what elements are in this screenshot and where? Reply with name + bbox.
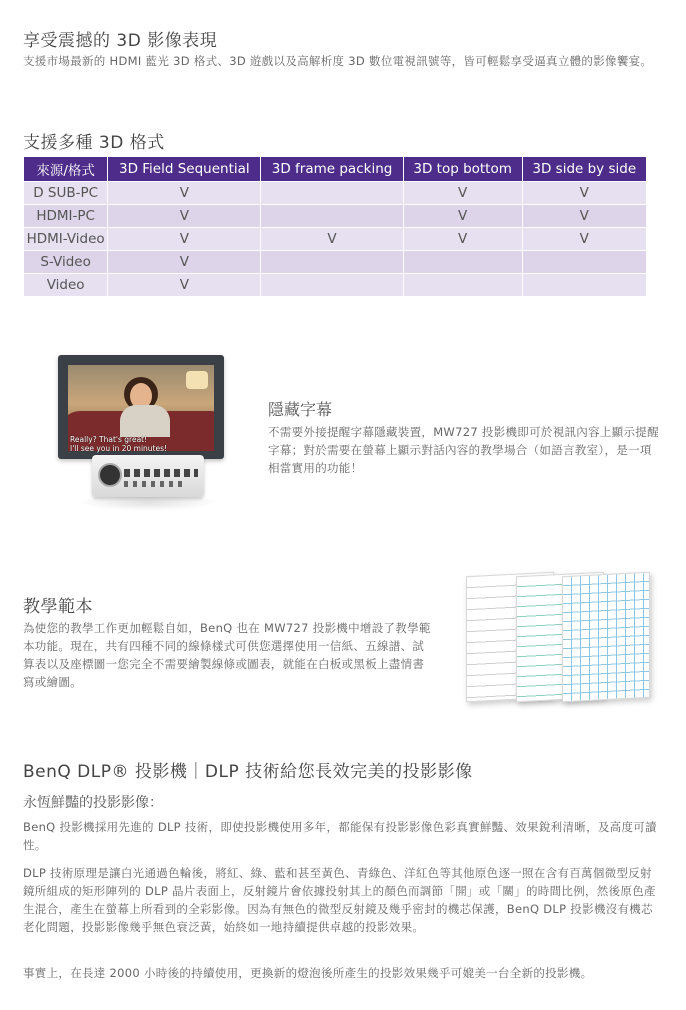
table-cell: V bbox=[523, 182, 646, 204]
table-cell: V bbox=[108, 205, 260, 227]
table-row bbox=[24, 274, 646, 296]
table-cell: V bbox=[404, 205, 522, 227]
dlp-paragraph-1: BenQ 投影機採用先進的 DLP 技術，即使投影機使用多年，都能保有投影影像色彩真實鮮豔、效果銳利清晰，及高度可讀性。 bbox=[23, 820, 657, 852]
formats-title: 支援多種 3D 格式 bbox=[23, 133, 165, 153]
table-cell bbox=[523, 251, 646, 273]
dlp-subtitle: 永恆鮮豔的投影影像： bbox=[23, 795, 163, 811]
subtitle-line: I'll see you in 20 minutes! bbox=[70, 444, 168, 453]
teaching-title: 教學範本 bbox=[23, 597, 93, 617]
table-cell bbox=[261, 251, 402, 273]
table-cell bbox=[261, 205, 402, 227]
table-cell bbox=[261, 274, 402, 296]
table-cell: HDMI-PC bbox=[24, 205, 107, 227]
dlp-paragraph-2: DLP 技術原理是讓白光通過色輪後，將紅、綠、藍和甚至黃色、青綠色、洋紅色等其他原色逐一照在含有百萬個微型反射鏡所組成的矩形陣列的 DLP 晶片表面上，反射鏡片會依據投射其上的顏色而調節「開」或「關」的時間比例，然後原色產生混合，產生在螢幕上所看到的全彩影像。因為有無色的微型反射鏡及幾乎密封的機芯保護，BenQ DLP 投影機沒有機芯老化問題，投影影像幾乎無色衰泛黃，始終如一地持續提供卓越的投影效果。 bbox=[23, 866, 656, 934]
subtitle-overlay bbox=[70, 435, 167, 453]
lens-icon bbox=[98, 463, 122, 487]
header-field-sequential: 3D Field Sequential bbox=[108, 157, 260, 181]
header-source: 來源/格式 bbox=[24, 157, 107, 181]
projection-screen bbox=[58, 355, 224, 459]
dlp-title: BenQ DLP® 投影機｜DLP 技術給您長效完美的投影影像 bbox=[23, 762, 473, 782]
table-row bbox=[24, 205, 646, 227]
projector-illustration bbox=[58, 355, 224, 515]
table-cell bbox=[261, 182, 402, 204]
table-row bbox=[24, 228, 646, 250]
table-cell: V bbox=[523, 205, 646, 227]
teaching-body: 為使您的教學工作更加輕鬆自如，BenQ 也在 MW727 投影機中增設了教學範本功能。現在，共有四種不同的線條樣式可供您選擇使用一信紙、五線譜、試算表以及座標圖一您完全不需要繪製線條或圖表，就能在白板或黑板上盡情書寫或繪圖。 bbox=[23, 621, 431, 689]
captions-body: 不需要外接提醒字幕隱藏裝置，MW727 投影機即可於視訊內容上顯示提醒字幕；對於需要在螢幕上顯示對話內容的教學場合（如語言教室），是一項相當實用的功能！ bbox=[268, 425, 659, 475]
header-frame-packing: 3D frame packing bbox=[261, 157, 402, 181]
table-cell: V bbox=[404, 182, 522, 204]
table-cell: V bbox=[404, 228, 522, 250]
projector-device bbox=[92, 455, 204, 497]
table-cell: V bbox=[523, 228, 646, 250]
table-row bbox=[24, 182, 646, 204]
table-cell: V bbox=[108, 182, 260, 204]
table-cell bbox=[523, 274, 646, 296]
subtitle-line: Really? That's great! bbox=[70, 435, 148, 444]
table-cell: V bbox=[261, 228, 402, 250]
section-3d-title: 享受震撼的 3D 影像表現 bbox=[23, 31, 218, 51]
table-cell bbox=[404, 251, 522, 273]
table-cell: V bbox=[108, 274, 260, 296]
header-top-bottom: 3D top bottom bbox=[404, 157, 522, 181]
table-cell bbox=[404, 274, 522, 296]
table-cell: Video bbox=[24, 274, 107, 296]
table-header-row bbox=[24, 157, 646, 181]
table-cell: V bbox=[108, 251, 260, 273]
table-row bbox=[24, 251, 646, 273]
formats-table bbox=[23, 156, 647, 297]
template-grid-paper bbox=[562, 572, 650, 703]
table-cell: V bbox=[108, 228, 260, 250]
captions-title: 隱藏字幕 bbox=[268, 400, 333, 419]
table-cell: D SUB-PC bbox=[24, 182, 107, 204]
header-side-by-side: 3D side by side bbox=[523, 157, 646, 181]
table-cell: S-Video bbox=[24, 251, 107, 273]
table-cell: HDMI-Video bbox=[24, 228, 107, 250]
dlp-paragraph-3: 事實上，在長達 2000 小時後的持續使用，更換新的燈泡後所產生的投影效果幾乎可媲美一台全新的投影機。 bbox=[23, 966, 593, 980]
section-3d-body: 支援市場最新的 HDMI 藍光 3D 格式、3D 遊戲以及高解析度 3D 數位電視訊號等，皆可輕鬆享受逼真立體的影像饗宴。 bbox=[23, 54, 653, 68]
